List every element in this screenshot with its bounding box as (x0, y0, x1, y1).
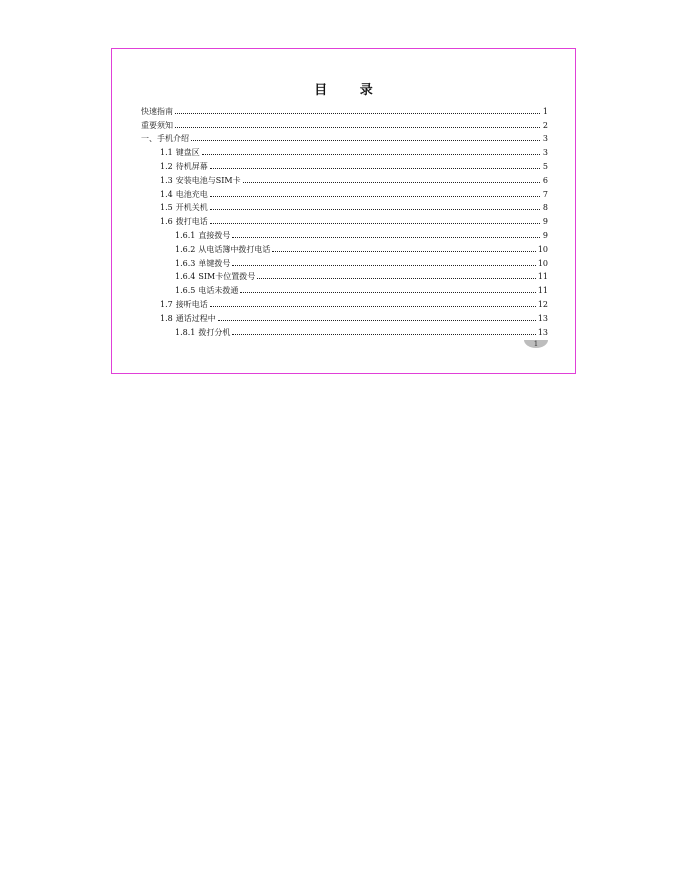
toc-entry-text: 单键拨号 (198, 258, 231, 268)
toc-entry-number: 1.6.5 (175, 286, 196, 296)
toc-entry[interactable] (141, 255, 548, 269)
toc-leader (175, 126, 540, 128)
toc-leader (243, 181, 540, 183)
toc-page-number: 12 (537, 299, 548, 309)
toc-entry-number: 1.6 (160, 217, 173, 227)
document-page (111, 48, 576, 374)
toc-page-number: 6 (542, 175, 548, 185)
toc-page-number: 13 (537, 313, 548, 323)
toc-page-number: 3 (542, 134, 548, 144)
toc-entry[interactable] (141, 310, 548, 324)
toc-leader (210, 305, 536, 307)
toc-entry-number: 1.4 (160, 189, 173, 199)
toc-leader (202, 153, 540, 155)
toc-entry[interactable] (141, 144, 548, 158)
toc-entry-text: 安装电池与SIM卡 (175, 175, 241, 185)
toc-entry-text: 接听电话 (175, 299, 208, 309)
toc-leader (218, 319, 536, 321)
toc-entry[interactable] (141, 241, 548, 255)
toc-leader (210, 208, 540, 210)
toc-leader (210, 222, 540, 224)
toc-entry[interactable] (141, 296, 548, 310)
toc-entry-text: 电池充电 (175, 189, 208, 199)
toc-leader (210, 167, 540, 169)
toc-entry-number: 1.6.3 (175, 258, 196, 268)
toc-leader (175, 112, 540, 114)
toc-leader (272, 250, 535, 252)
toc-entry[interactable] (141, 227, 548, 241)
toc-entry-text: 一、手机介绍 (141, 134, 189, 144)
toc-entry[interactable] (141, 186, 548, 200)
toc-leader (232, 236, 540, 238)
toc-page-number: 7 (542, 189, 548, 199)
toc-entry-number: 1.6.4 (175, 272, 196, 282)
toc-entry-text: 开机关机 (175, 203, 208, 213)
toc-entry-number: 1.3 (160, 175, 173, 185)
toc-page-number: 10 (537, 258, 548, 268)
toc-entry-text: 通话过程中 (175, 313, 216, 323)
toc-entry-text: 快速指南 (141, 106, 173, 116)
toc-entry-text: 拨打电话 (175, 217, 208, 227)
toc-entry[interactable] (141, 324, 548, 338)
toc-entry[interactable] (141, 158, 548, 172)
toc-page-number: 9 (542, 230, 548, 240)
toc-leader (232, 264, 535, 266)
toc-entry[interactable] (141, 172, 548, 186)
toc-entry-number: 1.1 (160, 148, 173, 158)
toc-page-number: 5 (542, 161, 548, 171)
toc-page-number: 11 (537, 272, 548, 282)
toc-entry-text: 重要须知 (141, 120, 173, 130)
toc-entry-number: 1.8.1 (175, 327, 196, 337)
toc-entry-text: SIM卡位置拨号 (198, 272, 256, 282)
toc-leader (240, 291, 535, 293)
toc-page-number: 3 (542, 148, 548, 158)
toc-page-number: 1 (542, 106, 548, 116)
page-number-badge: 1 (524, 340, 548, 348)
toc-entry[interactable] (141, 131, 548, 145)
toc-entry[interactable] (141, 282, 548, 296)
toc-page-number: 2 (542, 120, 548, 130)
toc-entry[interactable] (141, 213, 548, 227)
toc-entry-number: 1.6.1 (175, 230, 196, 240)
toc-page-number: 8 (542, 203, 548, 213)
toc-entry-text: 待机屏幕 (175, 161, 208, 171)
toc-entry-text: 键盘区 (175, 148, 200, 158)
toc-entry[interactable] (141, 200, 548, 214)
toc-page-number: 13 (537, 327, 548, 337)
toc-leader (191, 139, 540, 141)
toc-entry[interactable] (141, 103, 548, 117)
toc-entry-number: 1.5 (160, 203, 173, 213)
toc-page-number: 9 (542, 217, 548, 227)
toc-leader (210, 195, 540, 197)
toc-entry[interactable] (141, 117, 548, 131)
toc-entry-text: 拨打分机 (198, 327, 231, 337)
toc-leader (257, 277, 536, 279)
toc-leader (232, 333, 535, 335)
toc-entry-number: 1.7 (160, 299, 173, 309)
toc-entry-number: 1.6.2 (175, 244, 196, 254)
toc-page-number: 11 (537, 286, 548, 296)
toc-entry-text: 从电话簿中拨打电话 (198, 244, 271, 254)
toc-entry-text: 电话未拨通 (198, 286, 239, 296)
toc-entry-number: 1.8 (160, 313, 173, 323)
page-title: 目 录 (314, 83, 387, 98)
table-of-contents (141, 103, 548, 338)
toc-entry-number: 1.2 (160, 161, 173, 171)
toc-entry-text: 直接拨号 (198, 230, 231, 240)
toc-entry[interactable] (141, 269, 548, 283)
toc-page-number: 10 (537, 244, 548, 254)
